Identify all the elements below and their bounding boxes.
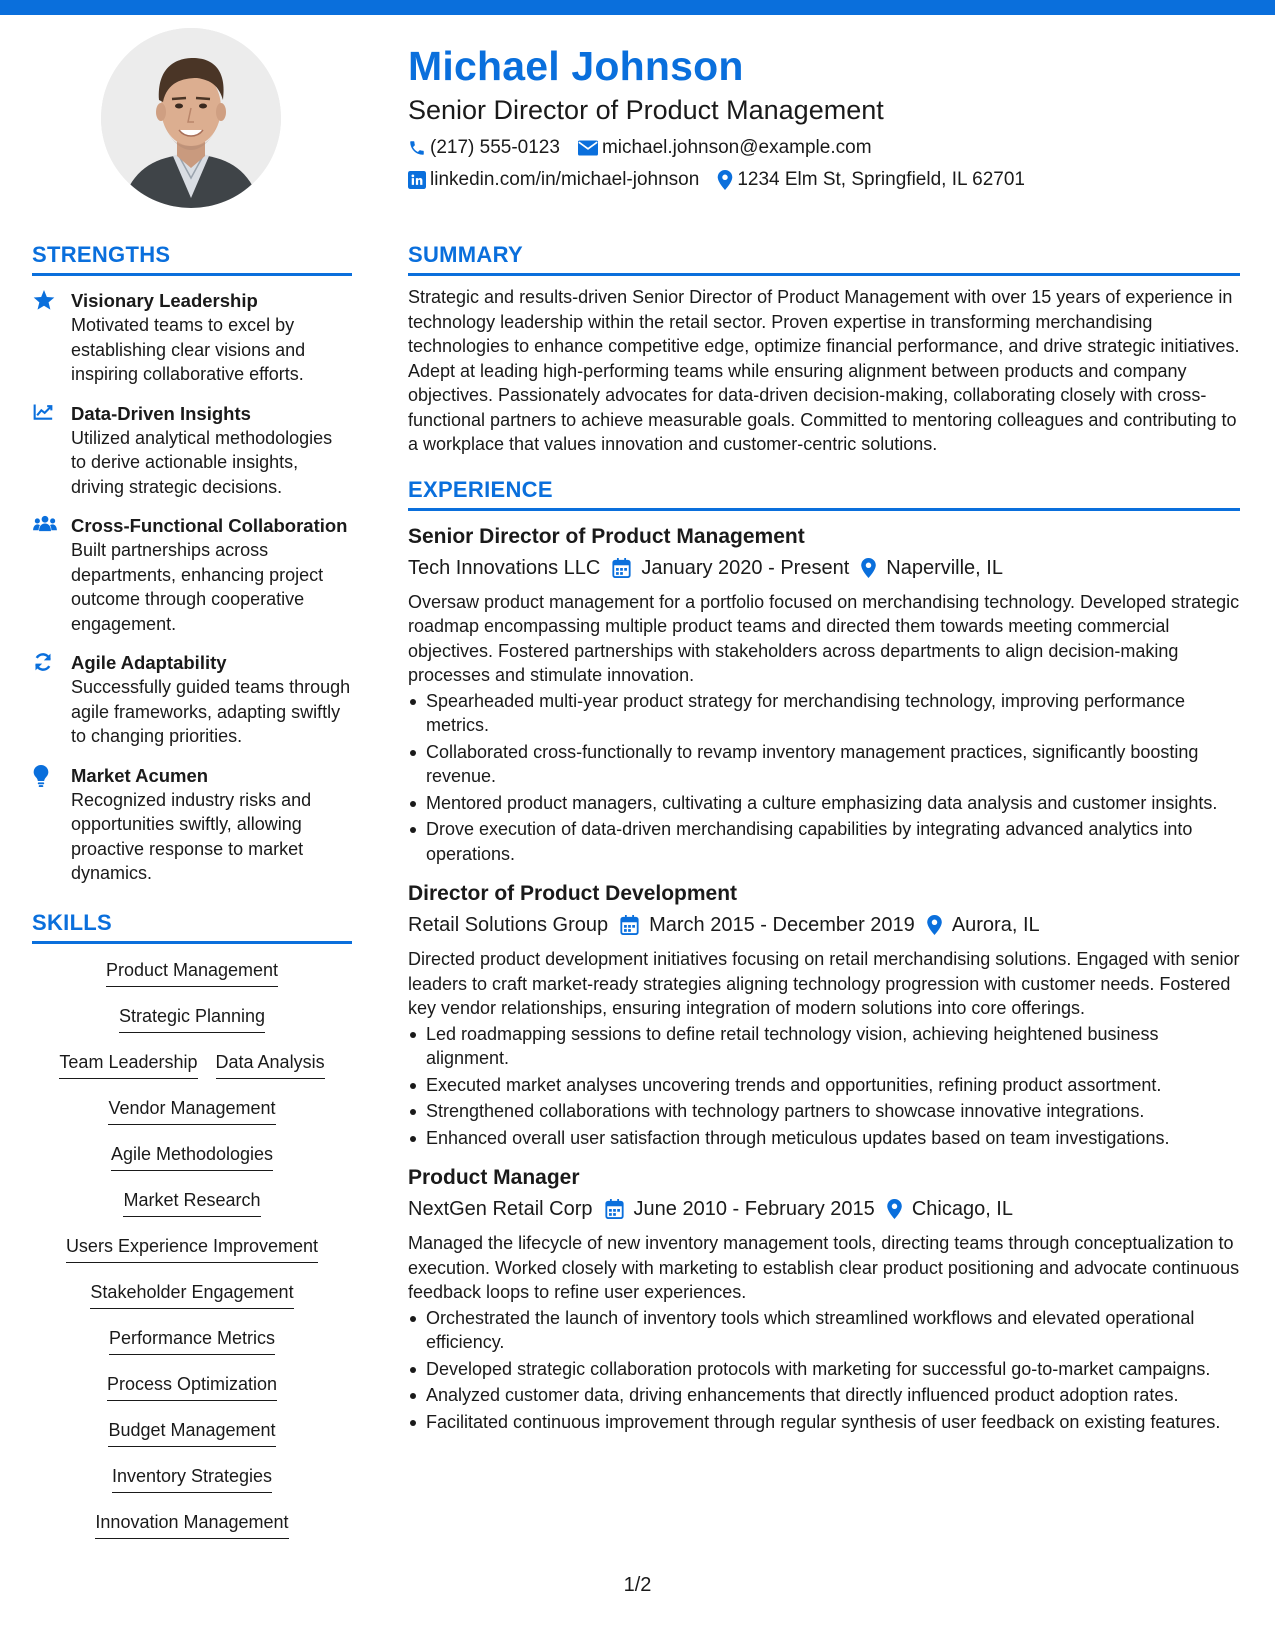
job-meta: [408, 1195, 1240, 1223]
summary-divider: [408, 273, 1240, 276]
skill-tag: Inventory Strategies: [112, 1464, 272, 1493]
strengths-heading: STRENGTHS: [32, 242, 171, 267]
strength-title: Visionary Leadership: [71, 290, 258, 311]
strengths-divider: [32, 273, 352, 276]
linkedin-icon: [408, 171, 426, 189]
job-dates: March 2015 - December 2019: [649, 914, 915, 936]
job-location: Naperville, IL: [886, 556, 1003, 579]
job-title: Product Manager: [408, 1166, 580, 1189]
job-entry: [408, 880, 1240, 1150]
summary-heading: SUMMARY: [408, 242, 523, 267]
skill-tag: Product Management: [106, 958, 278, 987]
job-location: Aurora, IL: [951, 914, 1040, 936]
strength-item: [32, 650, 352, 749]
skills-heading: SKILLS: [32, 909, 113, 935]
skill-tag: Vendor Management: [108, 1096, 275, 1125]
skill-tag: Strategic Planning: [119, 1004, 265, 1033]
strength-title: Cross-Functional Collaboration: [71, 515, 348, 536]
strengths-list: [32, 288, 352, 886]
left-column: [32, 240, 352, 1556]
job-bullet: Orchestrated the launch of inventory tools which streamlined workflows and elevated operational efficiency.: [408, 1306, 1240, 1355]
job-bullets: [408, 1022, 1240, 1151]
linkedin-contact[interactable]: [408, 168, 699, 192]
skill-tag: Market Research: [123, 1188, 260, 1217]
map-pin-icon: [717, 170, 733, 190]
email-contact[interactable]: [578, 136, 872, 160]
job-description: Oversaw product management for a portfolio focused on merchandising technology. Developed strategic roadmap encompassing multiple product teams and directed them towards meeting commercial objectives. Fostered partnerships with stakeholders across departments to align decision-making processes and stimulate innovation.: [408, 591, 1240, 685]
job-description: Managed the lifecycle of new inventory management tools, directing teams through conceptualization to execution. Worked closely with marketing to establish clear product positioning and advocate continuous feedback loops to refine user experiences.: [408, 1233, 1240, 1302]
strength-description: Motivated teams to excel by establishing clear visions and inspiring collaborative efforts.: [71, 315, 306, 384]
strength-description: Recognized industry risks and opportunities swiftly, allowing proactive response to market dynamics.: [71, 789, 312, 883]
strength-item: [32, 763, 352, 886]
contact-row-1: [408, 136, 1238, 160]
skills-divider: [32, 941, 352, 944]
phone-number: (217) 555-0123: [430, 137, 560, 158]
strength-item: [32, 513, 352, 636]
chart-line-icon: [33, 403, 53, 421]
job-description: Directed product development initiatives focusing on retail merchandising solutions. Engaged with senior leaders to craft market-ready strategies aligning technology progression with customer needs. Fostered key vendor relationships, ensuring integration of modern solutions into core offerings.: [408, 949, 1240, 1018]
job-bullet: Led roadmapping sessions to define retail technology vision, achieving heightened business alignment.: [408, 1022, 1240, 1071]
address-text: 1234 Elm St, Springfield, IL 62701: [737, 169, 1025, 190]
users-icon: [33, 515, 57, 532]
job-dates: January 2020 - Present: [641, 556, 850, 579]
calendar-icon: [620, 915, 639, 935]
skill-tag: Process Optimization: [107, 1372, 277, 1401]
job-company: Retail Solutions Group: [408, 914, 609, 936]
strength-item: [32, 288, 352, 387]
job-dates: June 2010 - February 2015: [633, 1198, 875, 1220]
job-bullet: Enhanced overall user satisfaction through meticulous updates based on team investigations.: [408, 1126, 1240, 1151]
experience-heading: EXPERIENCE: [408, 476, 553, 502]
map-pin-icon: [861, 558, 876, 578]
job-company: Tech Innovations LLC: [408, 556, 601, 579]
sync-icon: [33, 652, 53, 672]
skill-tag: Performance Metrics: [109, 1326, 275, 1355]
job-bullet: Analyzed customer data, driving enhancements that directly influenced product adoption rates.: [408, 1383, 1240, 1408]
summary-text: Strategic and results-driven Senior Director of Product Management with over 15 years of experience in technology leadership within the retail sector. Proven expertise in transforming merchandising technologies to enhance competitive edge, optimize financial performance, and drive strategic initiatives. Adept at leading high-performing teams while ensuring alignment between products and company objectives. Passionately advocates for data-driven decision-making, collaborating closely with cross-functional partners to achieve measurable goals. Committed to mentoring colleagues and contributing to a workplace that values innovation and customer-centric solutions.: [408, 287, 1240, 454]
phone-icon: [408, 139, 426, 157]
strength-description: Successfully guided teams through agile frameworks, adapting swiftly to changing priorities.: [71, 677, 351, 746]
map-pin-icon: [927, 915, 942, 935]
experience-divider: [408, 508, 1240, 511]
job-entry: [408, 1164, 1240, 1434]
job-bullets: [408, 689, 1240, 867]
job-location: Chicago, IL: [911, 1198, 1013, 1220]
email-address: michael.johnson@example.com: [601, 137, 872, 158]
job-bullet: Executed market analyses uncovering trends and opportunities, refining product assortment.: [408, 1073, 1240, 1098]
job-bullet: Collaborated cross-functionally to revamp inventory management practices, significantly boosting revenue.: [408, 740, 1240, 789]
skill-tag: Team Leadership: [59, 1050, 197, 1079]
strength-title: Agile Adaptability: [71, 652, 227, 673]
right-column: [408, 240, 1240, 1436]
job-company: NextGen Retail Corp: [408, 1198, 593, 1220]
job-bullet: Facilitated continuous improvement through regular synthesis of user feedback on existing features.: [408, 1410, 1240, 1435]
profile-photo: [101, 28, 281, 208]
job-bullet: Developed strategic collaboration protocols with marketing for successful go-to-market campaigns.: [408, 1357, 1240, 1382]
calendar-icon: [605, 1199, 624, 1219]
strength-description: Built partnerships across departments, enhancing project outcome through cooperative engagement.: [71, 540, 324, 634]
candidate-title: Senior Director of Product Management: [408, 95, 884, 125]
skill-tag: Users Experience Improvement: [66, 1234, 318, 1263]
skill-tag: Stakeholder Engagement: [90, 1280, 293, 1309]
job-meta: [408, 554, 1240, 582]
star-icon: [33, 290, 55, 311]
job-meta: [408, 911, 1240, 939]
job-bullet: Drove execution of data-driven merchandising capabilities by integrating advanced analytics into operations.: [408, 817, 1240, 866]
address-contact: [717, 168, 1025, 192]
candidate-name: Michael Johnson: [408, 43, 744, 89]
job-dates-item: [620, 911, 915, 939]
job-bullets: [408, 1306, 1240, 1435]
skill-tag: Data Analysis: [216, 1050, 325, 1079]
job-bullet: Strengthened collaborations with technology partners to showcase innovative integrations.: [408, 1099, 1240, 1124]
resume-header: [408, 40, 1238, 192]
strength-title: Market Acumen: [71, 764, 209, 786]
job-bullet: Spearheaded multi-year product strategy for merchandising technology, improving performance metrics.: [408, 689, 1240, 738]
job-location-item: [927, 911, 1040, 939]
envelope-icon: [578, 140, 598, 156]
calendar-icon: [612, 558, 631, 578]
job-dates-item: [605, 1195, 875, 1223]
job-entry: [408, 523, 1240, 867]
job-location-item: [887, 1195, 1013, 1223]
linkedin-url: linkedin.com/in/michael-johnson: [430, 169, 700, 190]
lightbulb-icon: [33, 765, 49, 787]
job-location-item: [861, 554, 1003, 582]
strength-description: Utilized analytical methodologies to derive actionable insights, driving strategic decisions.: [71, 427, 333, 497]
phone-contact[interactable]: [408, 136, 560, 160]
skill-tag: Budget Management: [108, 1418, 275, 1447]
strength-item: [32, 401, 352, 500]
skills-list: [32, 958, 352, 1556]
skill-tag: Innovation Management: [95, 1510, 288, 1539]
job-dates-item: [612, 554, 849, 582]
job-title: Senior Director of Product Management: [408, 524, 805, 548]
skill-tag: Agile Methodologies: [111, 1142, 273, 1171]
job-title: Director of Product Development: [408, 882, 738, 905]
page-number: 1/2: [623, 1574, 652, 1596]
contact-row-2: [408, 168, 1238, 192]
job-bullet: Mentored product managers, cultivating a culture emphasizing data analysis and customer insights.: [408, 791, 1240, 816]
map-pin-icon: [887, 1199, 902, 1219]
strength-title: Data-Driven Insights: [71, 402, 251, 424]
top-accent-bar: [0, 0, 1275, 15]
